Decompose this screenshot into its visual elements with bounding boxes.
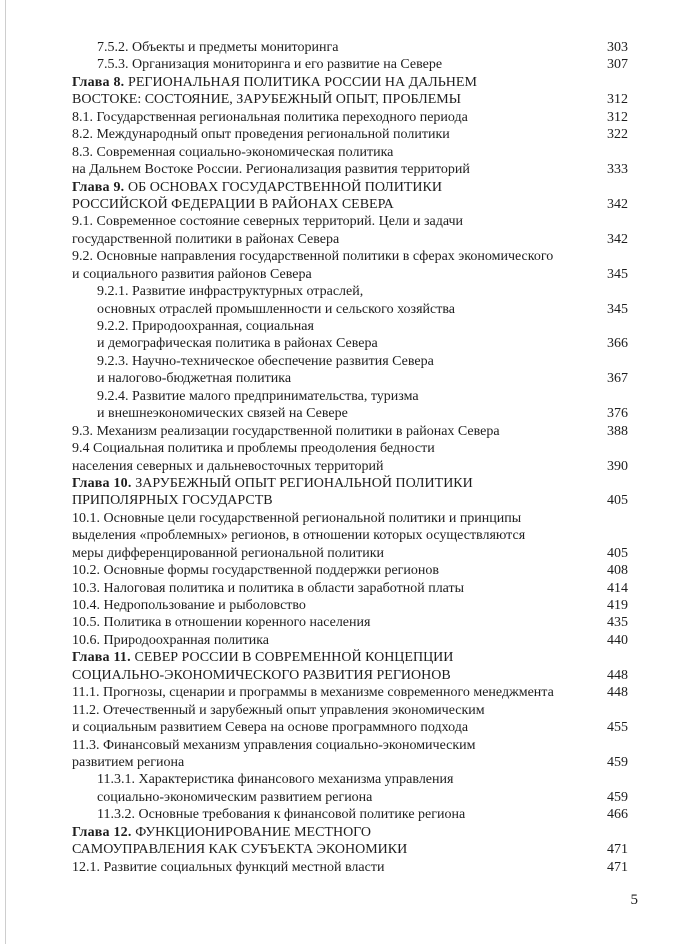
toc-entry-text: Глава 9. ОБ ОСНОВАХ ГОСУДАРСТВЕННОЙ ПОЛИТИКИ	[72, 179, 442, 195]
toc-entry	[72, 91, 628, 108]
toc-entry	[72, 684, 628, 701]
chapter-label: Глава 10.	[72, 475, 136, 491]
toc-entry-page: 408	[607, 563, 628, 579]
toc-entry	[72, 423, 628, 440]
toc-entry-text: меры дифференцированной региональной политики	[72, 545, 384, 561]
toc-entry	[72, 719, 628, 736]
toc-entry-page: 333	[607, 162, 628, 178]
toc-entry	[72, 527, 628, 544]
toc-entry	[72, 859, 628, 876]
toc-entry	[72, 74, 628, 91]
toc-entry	[72, 179, 628, 196]
toc-entry-page: 367	[607, 371, 628, 387]
toc-entry-page: 312	[607, 109, 628, 125]
toc-entry-page: 459	[607, 754, 628, 770]
toc-entry-page: 471	[607, 842, 628, 858]
toc-entry-page: 366	[607, 336, 628, 352]
toc-entry	[72, 231, 628, 248]
toc-entry	[72, 771, 628, 788]
toc-entry-text: 7.5.3. Организация мониторинга и его развитие на Севере	[97, 57, 443, 73]
toc-entry-text: 9.1. Современное состояние северных территорий. Цели и задачи	[72, 214, 464, 230]
toc-entry-text: социально-экономическим развитием региона	[97, 789, 373, 805]
toc-list	[72, 39, 628, 876]
toc-entry	[72, 458, 628, 475]
toc-entry	[72, 649, 628, 666]
toc-entry	[72, 370, 628, 387]
toc-entry-text: 9.2. Основные направления государственной политики в сферах экономического	[72, 249, 554, 265]
toc-entry-page: 376	[607, 406, 628, 422]
toc-entry	[72, 737, 628, 754]
toc-entry	[72, 475, 628, 492]
toc-entry-text: 8.1. Государственная региональная политика переходного периода	[72, 109, 468, 125]
toc-entry-page: 345	[607, 266, 628, 282]
toc-entry-text: и социального развития районов Севера	[72, 266, 312, 282]
toc-entry-page: 342	[607, 196, 628, 212]
toc-entry	[72, 301, 628, 318]
toc-entry	[72, 405, 628, 422]
toc-entry	[72, 126, 628, 143]
toc-entry	[72, 789, 628, 806]
toc-entry-text: 11.1. Прогнозы, сценарии и программы в механизме современного менеджмента	[72, 685, 554, 701]
toc-entry-text: 12.1. Развитие социальных функций местной власти	[72, 859, 385, 875]
toc-entry-text: и социальным развитием Севера на основе программного подхода	[72, 720, 469, 736]
toc-entry-text: выделения «проблемных» регионов, в отношении которых осуществляются	[72, 528, 526, 544]
toc-entry-page: 345	[607, 301, 628, 317]
toc-entry-page: 448	[607, 667, 628, 683]
toc-entry-text: Глава 12. ФУНКЦИОНИРОВАНИЕ МЕСТНОГО	[72, 824, 372, 840]
toc-entry	[72, 614, 628, 631]
toc-entry	[72, 580, 628, 597]
toc-entry-page: 448	[607, 685, 628, 701]
toc-entry-page: 414	[607, 580, 628, 596]
toc-entry	[72, 824, 628, 841]
toc-entry	[72, 841, 628, 858]
toc-entry-text: 7.5.2. Объекты и предметы мониторинга	[97, 40, 339, 55]
toc-entry	[72, 510, 628, 527]
toc-entry-page: 390	[607, 458, 628, 474]
toc-entry	[72, 353, 628, 370]
toc-entry	[72, 806, 628, 823]
toc-entry	[72, 39, 628, 56]
toc-entry-text: 9.2.3. Научно-техническое обеспечение развития Севера	[97, 353, 434, 369]
toc-entry	[72, 754, 628, 771]
page-number: 5	[630, 892, 638, 908]
toc-entry	[72, 318, 628, 335]
toc-entry-text: 9.2.2. Природоохранная, социальная	[97, 319, 314, 334]
toc-entry-text: Глава 8. РЕГИОНАЛЬНАЯ ПОЛИТИКА РОССИИ НА ДАЛЬНЕМ	[72, 74, 477, 90]
toc-entry-text: 11.3. Финансовый механизм управления социально-экономическим	[72, 737, 476, 753]
toc-entry	[72, 667, 628, 684]
toc-entry	[72, 388, 628, 405]
toc-entry-page: 455	[607, 720, 628, 736]
toc-entry-text: СОЦИАЛЬНО-ЭКОНОМИЧЕСКОГО РАЗВИТИЯ РЕГИОНОВ	[72, 667, 451, 683]
chapter-label: Глава 11.	[72, 650, 135, 666]
toc-entry	[72, 109, 628, 126]
toc-entry-text: РОССИЙСКОЙ ФЕДЕРАЦИИ В РАЙОНАХ СЕВЕРА	[72, 196, 394, 212]
toc-entry	[72, 492, 628, 509]
toc-entry	[72, 562, 628, 579]
toc-entry-text: 8.3. Современная социально-экономическая политика	[72, 144, 394, 160]
toc-entry-text: 10.1. Основные цели государственной региональной политики и принципы	[72, 510, 522, 526]
toc-entry-page: 435	[607, 615, 628, 631]
toc-entry	[72, 144, 628, 161]
toc-entry-page: 307	[607, 57, 628, 73]
toc-entry-text: 9.2.4. Развитие малого предпринимательства, туризма	[97, 388, 419, 404]
toc-entry	[72, 283, 628, 300]
toc-entry	[72, 545, 628, 562]
toc-entry-page: 303	[607, 40, 628, 55]
toc-entry-text: 10.5. Политика в отношении коренного населения	[72, 615, 371, 631]
toc-entry	[72, 196, 628, 213]
toc-entry-page: 459	[607, 789, 628, 805]
toc-entry-text: и налогово-бюджетная политика	[97, 371, 292, 387]
chapter-label: Глава 9.	[72, 179, 129, 195]
toc-entry-text: 11.3.2. Основные требования к финансовой политике региона	[97, 807, 466, 823]
toc-entry-text: 8.2. Международный опыт проведения региональной политики	[72, 127, 450, 143]
toc-entry-text: 11.3.1. Характеристика финансового механизма управления	[97, 772, 454, 788]
toc-entry-page: 405	[607, 545, 628, 561]
toc-entry-text: 10.4. Недропользование и рыболовство	[72, 598, 306, 613]
toc-entry-page: 342	[607, 231, 628, 247]
toc-entry	[72, 597, 628, 614]
scan-artifact-line	[5, 0, 6, 944]
toc-entry-text: 10.2. Основные формы государственной поддержки регионов	[72, 563, 440, 579]
toc-entry-text: и демографическая политика в районах Севера	[97, 336, 378, 352]
toc-entry	[72, 335, 628, 352]
toc-entry-text: 10.6. Природоохранная политика	[72, 632, 270, 648]
toc-entry-text: развитием региона	[72, 754, 185, 770]
toc-entry-page: 471	[607, 859, 628, 875]
toc-entry-text: и внешнеэкономических связей на Севере	[97, 406, 348, 422]
toc-entry-text: Глава 10. ЗАРУБЕЖНЫЙ ОПЫТ РЕГИОНАЛЬНОЙ ПОЛИТИКИ	[72, 475, 473, 491]
toc-entry-text: САМОУПРАВЛЕНИЯ КАК СУБЪЕКТА ЭКОНОМИКИ	[72, 842, 408, 858]
toc-entry-text: 9.2.1. Развитие инфраструктурных отраслей,	[97, 284, 364, 300]
toc-entry-text: 9.4 Социальная политика и проблемы преодоления бедности	[72, 441, 435, 457]
toc-entry-text: населения северных и дальневосточных территорий	[72, 458, 384, 474]
toc-entry	[72, 56, 628, 73]
toc-entry-text: 9.3. Механизм реализации государственной политики в районах Севера	[72, 423, 500, 439]
toc-entry-text: на Дальнем Востоке России. Регионализация развития территорий	[72, 162, 470, 178]
toc-entry-page: 419	[607, 598, 628, 613]
toc-entry	[72, 440, 628, 457]
toc-entry-text: основных отраслей промышленности и сельского хозяйства	[97, 301, 455, 317]
toc-entry-page: 405	[607, 493, 628, 509]
chapter-label: Глава 12.	[72, 824, 136, 840]
toc-entry-text: 10.3. Налоговая политика и политика в области заработной платы	[72, 580, 465, 596]
toc-entry-page: 388	[607, 423, 628, 439]
toc-entry	[72, 161, 628, 178]
toc-entry	[72, 213, 628, 230]
toc-entry-page: 440	[607, 632, 628, 648]
toc-entry-page: 322	[607, 127, 628, 143]
toc-entry	[72, 248, 628, 265]
toc-entry-text: Глава 11. СЕВЕР РОССИИ В СОВРЕМЕННОЙ КОНЦЕПЦИИ	[72, 650, 454, 666]
toc-entry-text: ВОСТОКЕ: СОСТОЯНИЕ, ЗАРУБЕЖНЫЙ ОПЫТ, ПРОБЛЕМЫ	[72, 92, 461, 108]
toc-entry-page: 312	[607, 92, 628, 108]
toc-entry-page: 466	[607, 807, 628, 823]
toc-entry-text: 11.2. Отечественный и зарубежный опыт управления экономическим	[72, 702, 485, 718]
toc-entry-text: государственной политики в районах Севера	[72, 231, 340, 247]
toc-entry	[72, 702, 628, 719]
toc-entry	[72, 266, 628, 283]
chapter-label: Глава 8.	[72, 74, 129, 90]
toc-entry	[72, 632, 628, 649]
toc-entry-text: ПРИПОЛЯРНЫХ ГОСУДАРСТВ	[72, 493, 273, 509]
